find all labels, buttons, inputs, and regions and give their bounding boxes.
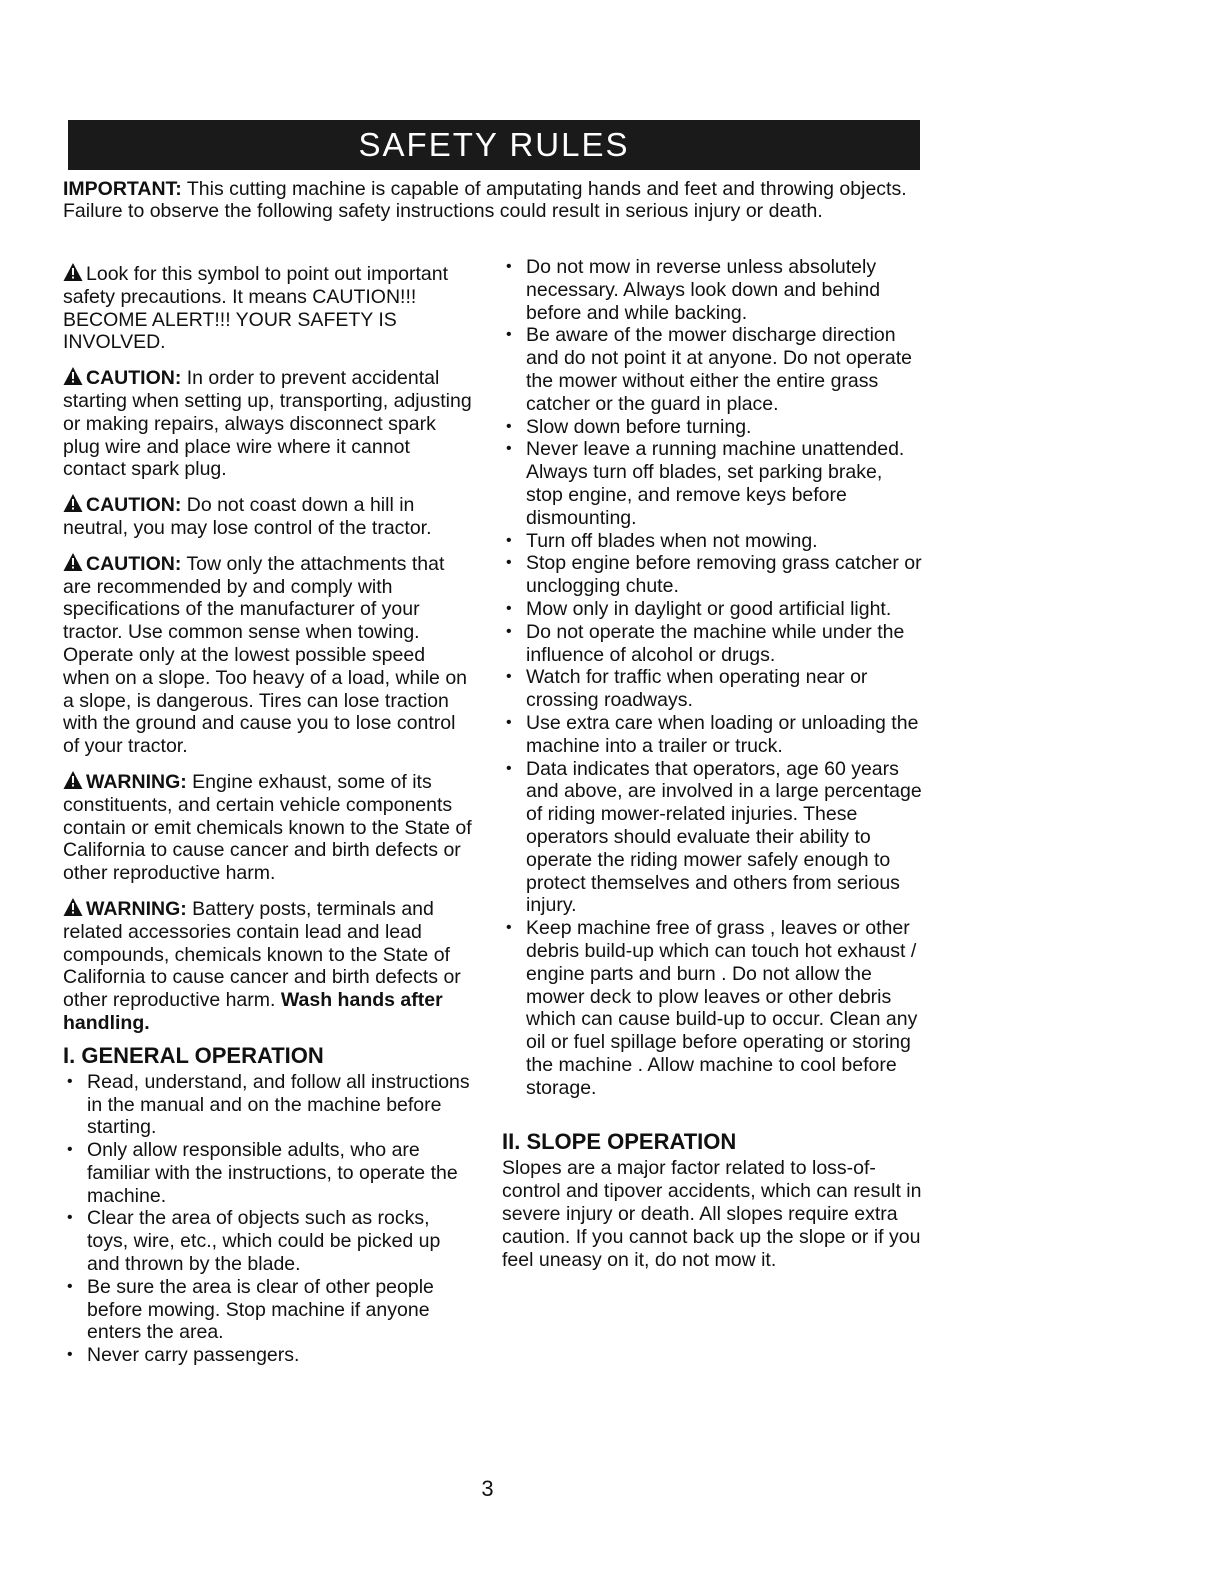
warning-text: Battery posts, terminals and related accessories contain lead and lead compounds, chemicals known to the State of California to cause cancer and birth defects or other reproductive harm. bbox=[63, 897, 461, 1012]
warning-triangle-icon bbox=[63, 366, 83, 386]
caution-text: Tow only the attachments that are recommended by and comply with specifications of the manufacturer of your tractor. Use common sense when towing. Operate only at the lowest possible speed when on a slope. Too heavy of a load, while on a slope, is dangerous. Tires can lose traction with the ground and cause you to lose control of your tractor. bbox=[63, 552, 468, 758]
list-item: • Read, understand, and follow all instructions in the manual and on the machine before starting. bbox=[63, 1071, 473, 1139]
list-item: • Be aware of the mower discharge direction and do not point it at anyone. Do not operate the mower without either the entire grass catcher or the guard in place. bbox=[502, 324, 922, 415]
list-item: • Do not mow in reverse unless absolutely necessary. Always look down and behind before and while backing. bbox=[502, 256, 922, 324]
list-item: • Use extra care when loading or unloading the machine into a trailer or truck. bbox=[502, 712, 922, 758]
warning-triangle-icon bbox=[63, 493, 83, 513]
warning-triangle-icon bbox=[63, 262, 83, 282]
list-item: • Never leave a running machine unattended. Always turn off blades, set parking brake, stop engine, and remove keys before dismounting. bbox=[502, 438, 922, 529]
section-heading-slope-operation: II. SLOPE OPERATION bbox=[502, 1129, 737, 1155]
list-item: • Never carry passengers. bbox=[63, 1344, 473, 1367]
symbol-note bbox=[63, 262, 473, 354]
list-item: • Slow down before turning. bbox=[502, 416, 922, 439]
caution-label: CAUTION: bbox=[86, 494, 182, 517]
warning-label: WARNING: bbox=[86, 770, 187, 793]
caution-block bbox=[63, 552, 473, 758]
warning-text: Engine exhaust, some of its constituents, and certain vehicle components contain or emit chemicals known to the State of California to cause cancer and birth defects or other reproductive harm. bbox=[63, 770, 472, 885]
general-operation-list-right bbox=[502, 256, 922, 1099]
warning-bold-tail: Wash hands after handling. bbox=[63, 989, 443, 1034]
important-text: This cutting machine is capable of amputating hands and feet and throwing objects. Failure to observe the following safety instructions could result in serious injury or death. bbox=[63, 178, 907, 222]
caution-label: CAUTION: bbox=[86, 552, 182, 575]
symbol-note-text: Look for this symbol to point out important safety precautions. It means CAUTION!!! BECOME ALERT!!! YOUR SAFETY IS INVOLVED. bbox=[63, 263, 449, 354]
warning-block bbox=[63, 770, 473, 885]
right-column bbox=[502, 256, 922, 1283]
caution-text: Do not coast down a hill in neutral, you may lose control of the tractor. bbox=[63, 494, 432, 539]
section-heading-general-operation: I. GENERAL OPERATION bbox=[63, 1042, 324, 1068]
left-column bbox=[63, 262, 473, 1367]
list-item: • Be sure the area is clear of other people before mowing. Stop machine if anyone enters the area. bbox=[63, 1276, 473, 1344]
warning-block bbox=[63, 897, 473, 1035]
general-operation-list-left bbox=[63, 1071, 473, 1367]
list-item: • Watch for traffic when operating near or crossing roadways. bbox=[502, 666, 922, 712]
warning-triangle-icon bbox=[63, 552, 83, 572]
list-item: • Do not operate the machine while under the influence of alcohol or drugs. bbox=[502, 621, 922, 667]
important-label: IMPORTANT: bbox=[63, 178, 182, 200]
caution-block bbox=[63, 493, 473, 540]
caution-block bbox=[63, 366, 473, 481]
important-notice bbox=[63, 178, 923, 222]
list-item: • Data indicates that operators, age 60 years and above, are involved in a large percentage of riding mower-related injuries. These operators should evaluate their ability to operate the riding mower safely enough to protect themselves and others from serious injury. bbox=[502, 758, 922, 918]
page-title: SAFETY RULES bbox=[68, 120, 920, 170]
list-item: • Clear the area of objects such as rocks, toys, wire, etc., which could be picked up and thrown by the blade. bbox=[63, 1207, 473, 1275]
list-item: • Stop engine before removing grass catcher or unclogging chute. bbox=[502, 552, 922, 598]
list-item: • Mow only in daylight or good artificial light. bbox=[502, 598, 922, 621]
list-item: • Keep machine free of grass , leaves or other debris build-up which can touch hot exhaust / engine parts and burn . Do not allow the mower deck to plow leaves or other debris which can cause build-up to occur. Clean any oil or fuel spillage before operating or storing the machine . Allow machine to cool before storage. bbox=[502, 917, 922, 1099]
page-number: 3 bbox=[481, 1476, 494, 1501]
caution-text: In order to prevent accidental starting when setting up, transporting, adjusting or making repairs, always disconnect spark plug wire and place wire where it cannot contact spark plug. bbox=[63, 367, 472, 481]
warning-triangle-icon bbox=[63, 897, 83, 917]
list-item: • Only allow responsible adults, who are familiar with the instructions, to operate the machine. bbox=[63, 1139, 473, 1207]
list-item: • Turn off blades when not mowing. bbox=[502, 530, 922, 553]
warning-triangle-icon bbox=[63, 770, 83, 790]
slope-operation-text: Slopes are a major factor related to loss-of-control and tipover accidents, which can result in severe injury or death. All slopes require extra caution. If you cannot back up the slope or if you feel uneasy on it, do not mow it. bbox=[502, 1157, 922, 1271]
warning-label: WARNING: bbox=[86, 897, 187, 920]
caution-label: CAUTION: bbox=[86, 367, 182, 390]
